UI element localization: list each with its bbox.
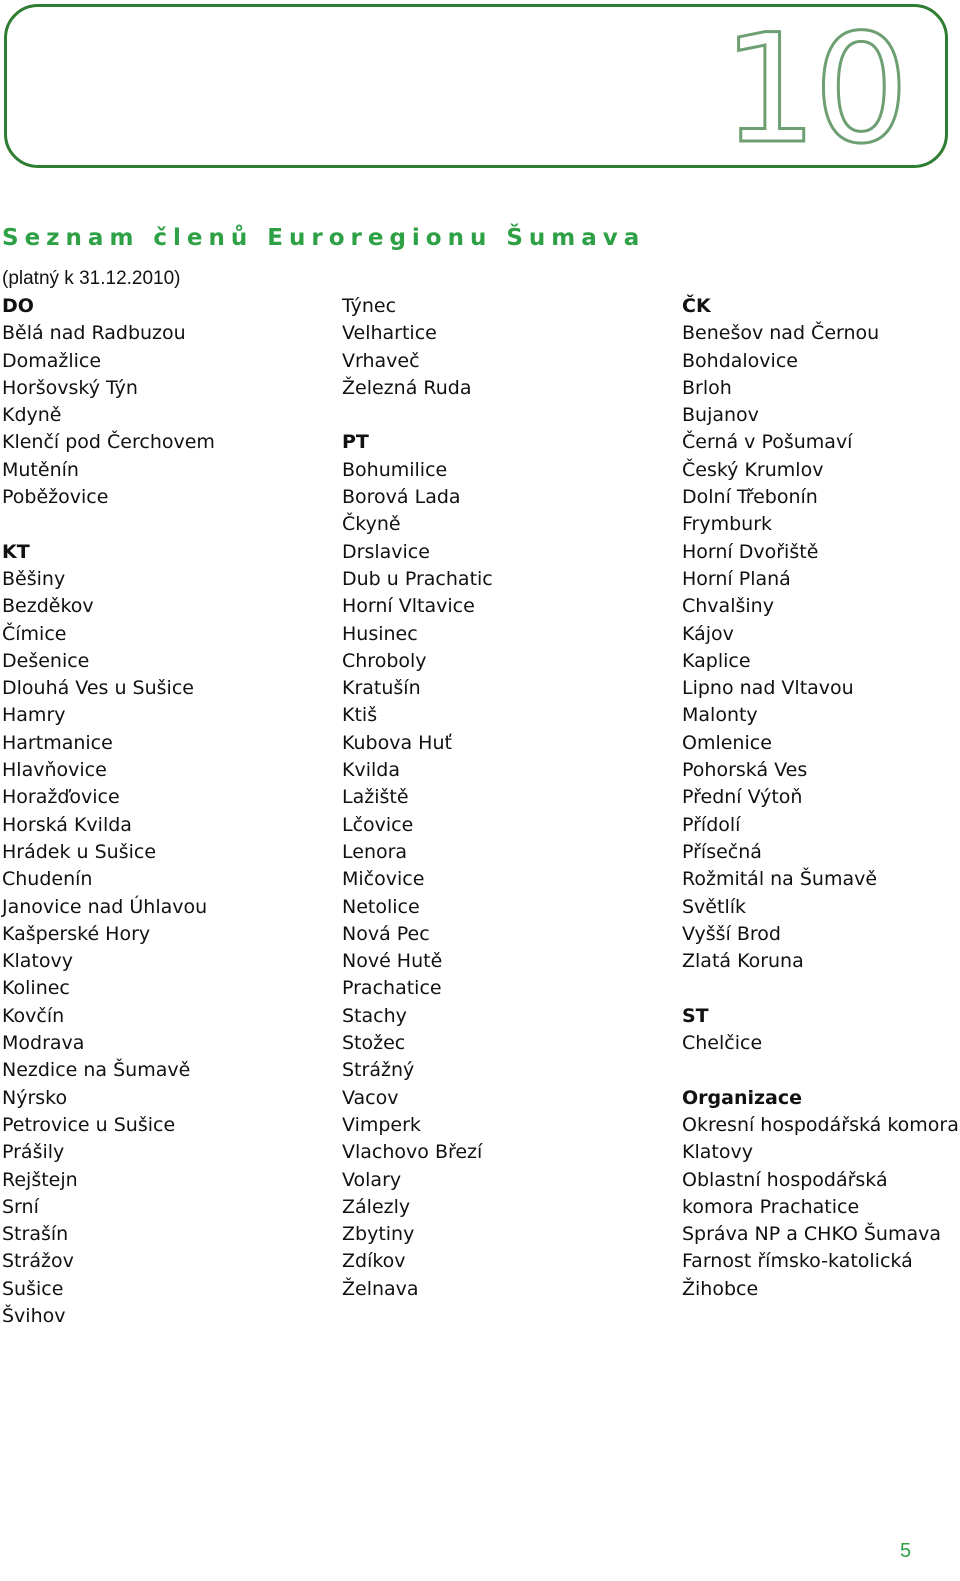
member-item: Lažiště — [342, 786, 409, 809]
member-item: Okresní hospodářská komora — [682, 1113, 959, 1136]
member-item: Horní Dvořiště — [682, 540, 819, 563]
member-item: Zálezly — [342, 1195, 411, 1218]
member-item: Volary — [342, 1168, 402, 1191]
member-item: Chelčice — [682, 1032, 763, 1055]
chapter-header-frame — [4, 3, 948, 177]
member-item: Nové Hutě — [342, 950, 443, 973]
member-item: Rožmitál na Šumavě — [682, 868, 878, 891]
member-item: Petrovice u Sušice — [2, 1113, 176, 1136]
member-item: Kaplice — [682, 649, 751, 672]
member-item: Srní — [2, 1195, 39, 1218]
member-item: Horní Planá — [682, 567, 791, 590]
member-item: Běšiny — [2, 567, 66, 590]
member-item: Poběžovice — [2, 486, 109, 509]
member-item: Kovčín — [2, 1004, 65, 1027]
member-item: Přední Výtoň — [682, 786, 803, 809]
member-item: Klenčí pod Čerchovem — [2, 431, 215, 454]
member-item: Stachy — [342, 1004, 407, 1027]
member-item: Kratušín — [342, 677, 421, 700]
members-column-1 — [2, 293, 215, 1330]
member-item: Zbytiny — [342, 1223, 415, 1246]
member-item: Vacov — [342, 1086, 399, 1109]
member-item: Prachatice — [342, 977, 442, 1000]
group-heading: DO — [2, 295, 34, 317]
member-item: Dlouhá Ves u Sušice — [2, 677, 194, 700]
member-item: Nová Pec — [342, 922, 430, 945]
member-item: Vrhaveč — [342, 349, 420, 372]
member-item: Černá v Pošumaví — [682, 431, 853, 454]
member-item: Dub u Prachatic — [342, 567, 493, 590]
member-item: Kdyně — [2, 404, 62, 427]
member-item: Mičovice — [342, 868, 425, 891]
member-item: Nýrsko — [2, 1086, 68, 1109]
member-item: Dolní Třebonín — [682, 486, 818, 509]
members-column-3 — [682, 293, 959, 1303]
member-item: Velhartice — [342, 322, 437, 345]
member-item: Horní Vltavice — [342, 595, 475, 618]
member-item: Prášily — [2, 1141, 65, 1164]
member-item: Oblastní hospodářská — [682, 1168, 888, 1191]
member-item: Zdíkov — [342, 1250, 406, 1273]
member-item: Týnec — [342, 295, 397, 317]
member-item: Vyšší Brod — [682, 922, 781, 945]
member-item: Čkyně — [342, 513, 401, 536]
member-item: Domažlice — [2, 349, 102, 372]
member-item: Chudenín — [2, 868, 93, 891]
member-item: Drslavice — [342, 540, 430, 563]
member-item: Stožec — [342, 1032, 406, 1055]
member-item: Bohdalovice — [682, 349, 798, 372]
member-item: Kvilda — [342, 759, 400, 782]
member-item: Horšovský Týn — [2, 376, 138, 399]
member-item: Bujanov — [682, 404, 759, 427]
group-heading: ČK — [682, 295, 711, 317]
member-item: Hlavňovice — [2, 759, 107, 782]
member-item: Žihobce — [682, 1277, 759, 1300]
spacer — [342, 402, 493, 429]
member-item: Vimperk — [342, 1113, 421, 1136]
member-item: Bohumilice — [342, 458, 448, 481]
member-item: Klatovy — [682, 1141, 753, 1164]
chapter-number: 10 — [722, 3, 905, 177]
member-item: Kolinec — [2, 977, 70, 1000]
member-item: Správa NP a CHKO Šumava — [682, 1223, 942, 1246]
member-item: Chroboly — [342, 649, 427, 672]
member-item: Ktiš — [342, 704, 378, 727]
member-item: Malonty — [682, 704, 758, 727]
spacer — [682, 1057, 959, 1084]
member-item: Nezdice na Šumavě — [2, 1059, 191, 1082]
member-item: Dešenice — [2, 649, 90, 672]
members-column-2 — [342, 293, 493, 1303]
member-item: Chvalšiny — [682, 595, 774, 618]
member-item: komora Prachatice — [682, 1195, 860, 1218]
document-subtitle: (platný k 31.12.2010) — [2, 268, 181, 289]
document-title: Seznam členů Euroregionu Šumava — [2, 225, 646, 251]
spacer — [2, 511, 215, 538]
member-item: Hamry — [2, 704, 66, 727]
member-item: Frymburk — [682, 513, 773, 536]
member-item: Kašperské Hory — [2, 922, 151, 945]
member-item: Horažďovice — [2, 786, 120, 809]
group-heading: Organizace — [682, 1086, 803, 1109]
member-item: Rejštejn — [2, 1168, 78, 1191]
member-item: Hrádek u Sušice — [2, 840, 157, 863]
member-item: Přídolí — [682, 813, 741, 836]
spacer — [682, 975, 959, 1002]
member-item: Želnava — [342, 1277, 419, 1300]
member-item: Klatovy — [2, 950, 73, 973]
member-item: Český Krumlov — [682, 458, 824, 481]
member-item: Hartmanice — [2, 731, 113, 754]
member-item: Lčovice — [342, 813, 414, 836]
member-item: Lipno nad Vltavou — [682, 677, 854, 700]
member-item: Janovice nad Úhlavou — [2, 895, 208, 918]
member-item: Kubova Huť — [342, 731, 452, 754]
member-item: Přísečná — [682, 840, 762, 863]
member-item: Farnost římsko-katolická — [682, 1250, 913, 1273]
member-item: Bezděkov — [2, 595, 94, 618]
member-item: Světlík — [682, 895, 747, 918]
member-item: Modrava — [2, 1032, 85, 1055]
member-item: Železná Ruda — [342, 376, 472, 399]
member-item: Lenora — [342, 840, 408, 863]
member-item: Husinec — [342, 622, 418, 645]
member-item: Strážov — [2, 1250, 74, 1273]
member-item: Sušice — [2, 1277, 64, 1300]
member-item: Omlenice — [682, 731, 772, 754]
member-item: Čímice — [2, 622, 67, 645]
member-item: Zlatá Koruna — [682, 950, 804, 973]
member-item: Strážný — [342, 1059, 415, 1082]
member-item: Strašín — [2, 1223, 69, 1246]
group-heading: KT — [2, 540, 30, 563]
group-heading: PT — [342, 431, 369, 454]
member-item: Brloh — [682, 376, 732, 399]
member-item: Švihov — [2, 1304, 66, 1327]
member-item: Kájov — [682, 622, 734, 645]
member-item: Borová Lada — [342, 486, 461, 509]
group-heading: ST — [682, 1004, 709, 1027]
member-item: Benešov nad Černou — [682, 322, 880, 345]
member-item: Netolice — [342, 895, 420, 918]
member-item: Vlachovo Březí — [342, 1141, 483, 1164]
member-item: Bělá nad Radbuzou — [2, 322, 186, 345]
member-item: Horská Kvilda — [2, 813, 132, 836]
page-number: 5 — [900, 1540, 912, 1562]
member-item: Mutěnín — [2, 458, 79, 481]
member-item: Pohorská Ves — [682, 759, 808, 782]
